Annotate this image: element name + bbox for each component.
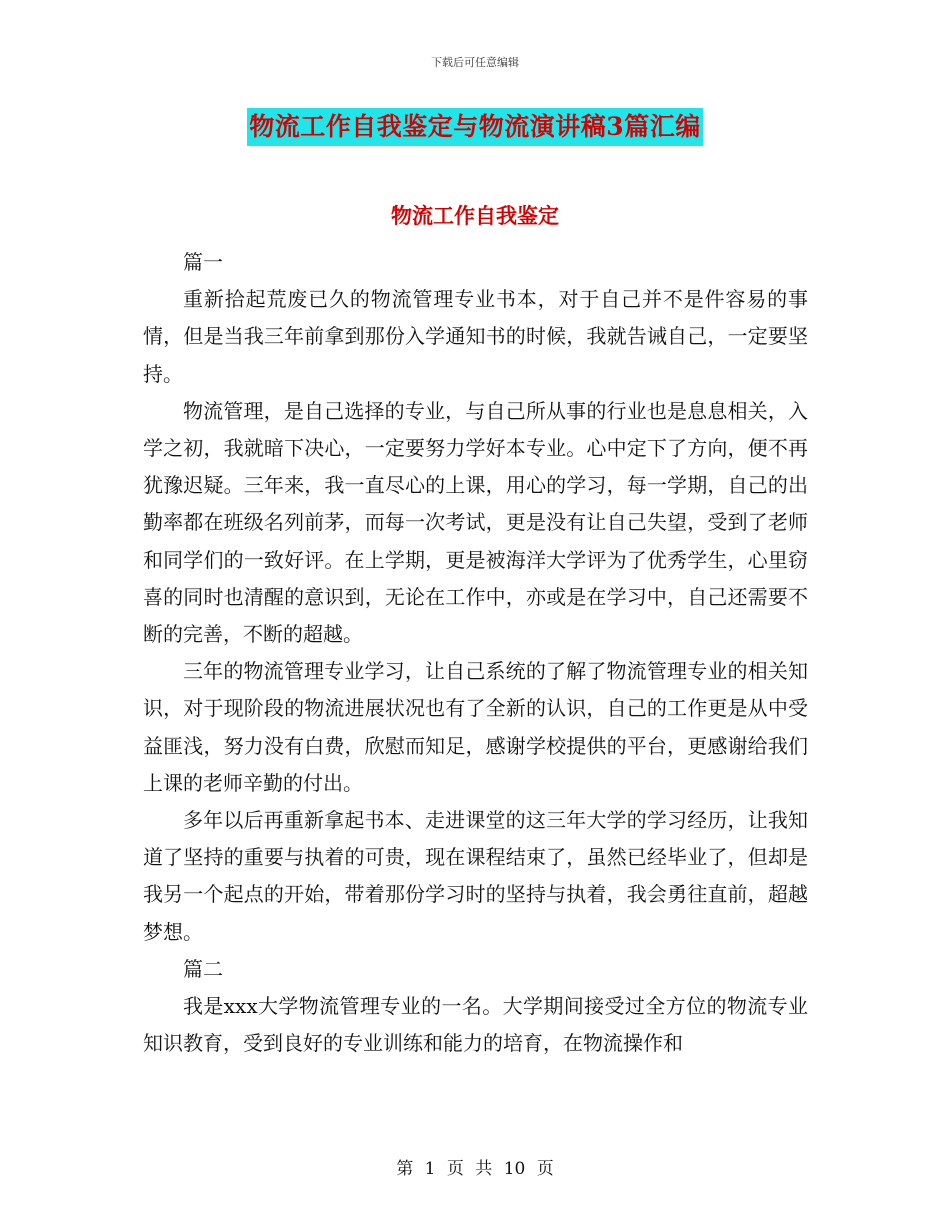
title-wrapper: [0, 108, 950, 146]
header-note: 下载后可任意编辑: [431, 56, 519, 69]
document-body: [143, 244, 808, 1062]
paragraph: 重新拾起荒废已久的物流管理专业书本，对于自己并不是件容易的事情，但是当我三年前拿到那份入学通知书的时候，我就告诫自己，一定要坚持。: [143, 287, 808, 386]
paragraph: 物流管理，是自己选择的专业，与自己所从事的行业也是息息相关，入学之初，我就暗下决心，一定要努力学好本专业。心中定下了方向，便不再犹豫迟疑。三年来，我一直尽心的上课，用心的学习，每一学期，自己的出勤率都在班级名列前茅，而每一次考试，更是没有让自己失望，受到了老师和同学们的一致好评。在上学期，更是被海洋大学评为了优秀学生，心里窃喜的同时也清醒的意识到，无论在工作中，亦或是在学习中，自己还需要不断的完善，不断的超越。: [143, 398, 808, 647]
paragraph-heading-1: 篇一: [183, 250, 223, 274]
page-footer: 第 1 页 共 10 页: [396, 1159, 554, 1179]
paragraph: 三年的物流管理专业学习，让自己系统的了解了物流管理专业的相关知识，对于现阶段的物流进展状况也有了全新的认识，自己的工作更是从中受益匪浅，努力没有白费，欣慰而知足，感谢学校提供的平台，更感谢给我们上课的老师辛勤的付出。: [143, 659, 808, 795]
paragraph: 多年以后再重新拿起书本、走进课堂的这三年大学的学习经历，让我知道了坚持的重要与执着的可贵，现在课程结束了，虽然已经毕业了，但却是我另一个起点的开始，带着那份学习时的坚持与执着，我会勇往直前，超越梦想。: [143, 808, 808, 944]
paragraph-heading-2: 篇二: [183, 956, 223, 981]
paragraph: 我是xxx大学物流管理专业的一名。大学期间接受过全方位的物流专业知识教育，受到良好的专业训练和能力的培育，在物流操作和: [143, 994, 808, 1056]
document-title: 物流工作自我鉴定与物流演讲稿3篇汇编: [247, 108, 702, 146]
section-title: 物流工作自我鉴定: [391, 203, 559, 228]
